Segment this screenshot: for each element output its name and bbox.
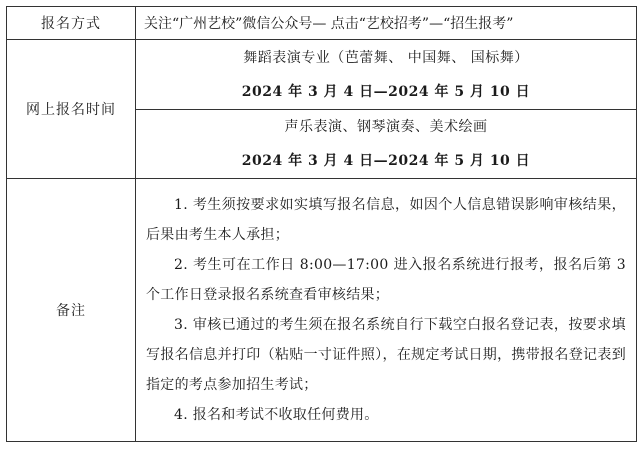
- time-label: 网上报名时间: [7, 40, 136, 179]
- method-label: 报名方式: [7, 7, 136, 40]
- note-item: 1. 考生须按要求如实填写报名信息，如因个人信息错误影响审核结果，后果由考生本人承担；: [146, 197, 626, 243]
- time-row: [7, 40, 637, 179]
- registration-info-table: [6, 6, 637, 442]
- time-block-title: 舞蹈表演专业（芭蕾舞、 中国舞、 国标舞）: [243, 49, 529, 66]
- method-text: 关注“广州艺校”微信公众号— 点击“艺校招考”—“招生报考”: [136, 7, 637, 40]
- note-item: 3. 审核已通过的考生须在报名系统自行下载空白报名登记表，按要求填写报名信息并打印（粘贴一寸证件照），在规定考试日期，携带报名登记表到指定的考点参加招生考试；: [146, 317, 626, 393]
- note-item: 2. 考生可在工作日 8:00—17:00 进入报名系统进行报考，报名后第 3 个工作日登录报名系统查看审核结果；: [146, 257, 626, 303]
- notes-cell: [136, 179, 637, 442]
- notes-label: 备注: [7, 179, 136, 442]
- time-block-date: 2024 年 3 月 4 日—2024 年 5 月 10 日: [241, 83, 531, 100]
- notes-row: [7, 179, 637, 442]
- time-cell: [136, 40, 637, 179]
- time-block-title: 声乐表演、钢琴演奏、美术绘画: [284, 118, 488, 135]
- method-row: [7, 7, 637, 40]
- time-block-date: 2024 年 3 月 4 日—2024 年 5 月 10 日: [241, 152, 531, 169]
- note-item: 4. 报名和考试不收取任何费用。: [174, 407, 379, 423]
